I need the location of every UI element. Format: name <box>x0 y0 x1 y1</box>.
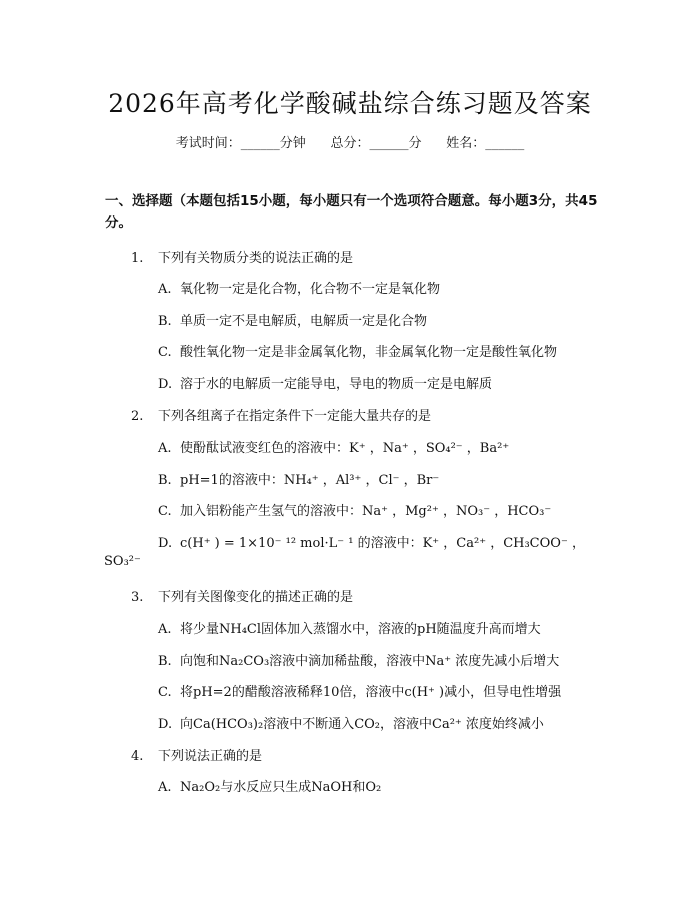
q4-option-a <box>158 776 381 795</box>
q2-option-b <box>158 469 439 488</box>
q1-option-a <box>158 278 440 297</box>
question-number: 2. <box>131 409 144 424</box>
option-label: D. <box>158 717 173 732</box>
option-text: 使酚酞试液变红色的溶液中：K⁺ ，Na⁺ ，SO₄²⁻ ，Ba²⁺ <box>180 441 510 456</box>
option-text: 单质一定不是电解质，电解质一定是化合物 <box>180 314 428 329</box>
question-number: 3. <box>131 590 144 605</box>
q3-option-d <box>158 713 544 732</box>
question-1 <box>131 247 353 266</box>
question-stem: 下列各组离子在指定条件下一定能大量共存的是 <box>158 409 432 424</box>
option-text: c(H⁺ ) = 1×10⁻ ¹² mol·L⁻ ¹ 的溶液中：K⁺ ，Ca²⁺ ，CH₃COO⁻ ， <box>180 536 585 551</box>
question-4 <box>131 745 262 764</box>
exam-info-line: 考试时间：______分钟 总分：______分 姓名：______ <box>175 136 525 151</box>
option-label: B. <box>158 473 172 488</box>
option-text: 向饱和Na₂CO₃溶液中滴加稀盐酸，溶液中Na⁺ 浓度先减小后增大 <box>180 654 560 669</box>
q1-option-b <box>158 310 427 329</box>
q2-option-a <box>158 437 509 456</box>
question-stem: 下列说法正确的是 <box>158 749 263 764</box>
option-label: A. <box>158 282 172 297</box>
option-text: 向Ca(HCO₃)₂溶液中不断通入CO₂，溶液中Ca²⁺ 浓度始终减小 <box>180 717 544 732</box>
option-text: pH=1的溶液中：NH₄⁺ ，Al³⁺ ，Cl⁻ ，Br⁻ <box>180 473 440 488</box>
q3-option-a <box>158 618 541 637</box>
option-label: D. <box>158 377 173 392</box>
q3-option-b <box>158 650 559 669</box>
q1-option-c <box>158 341 557 360</box>
option-text: 将少量NH₄Cl固体加入蒸馏水中，溶液的pH随温度升高而增大 <box>180 622 541 637</box>
option-label: C. <box>158 504 172 519</box>
option-label: C. <box>158 685 172 700</box>
option-text: 氧化物一定是化合物，化合物不一定是氧化物 <box>180 282 441 297</box>
option-label: A. <box>158 780 172 795</box>
document-title: 2026年高考化学酸碱盐综合练习题及答案 <box>108 89 592 118</box>
option-label: B. <box>158 314 172 329</box>
q1-option-d <box>158 373 492 392</box>
question-number: 1. <box>131 251 144 266</box>
option-label: C. <box>158 345 172 360</box>
option-text: 酸性氧化物一定是非金属氧化物，非金属氧化物一定是酸性氧化物 <box>180 345 558 360</box>
question-number: 4. <box>131 749 144 764</box>
q2-option-d-continuation: SO₃²⁻ <box>104 554 141 569</box>
option-text: 将pH=2的醋酸溶液稀释10倍，溶液中c(H⁺ )减小，但导电性增强 <box>180 685 562 700</box>
option-label: D. <box>158 536 173 551</box>
question-2 <box>131 405 431 424</box>
option-text: Na₂O₂与水反应只生成NaOH和O₂ <box>180 780 382 795</box>
option-label: A. <box>158 441 172 456</box>
q2-option-c <box>158 500 551 519</box>
section-heading: 一、选择题（本题包括15小题，每小题只有一个选项符合题意。每小题3分，共45分。 <box>105 193 598 231</box>
q2-option-d <box>158 532 585 551</box>
q3-option-c <box>158 681 561 700</box>
option-label: B. <box>158 654 172 669</box>
question-stem: 下列有关图像变化的描述正确的是 <box>158 590 354 605</box>
option-text: 溶于水的电解质一定能导电，导电的物质一定是电解质 <box>180 377 493 392</box>
option-text: 加入铝粉能产生氢气的溶液中：Na⁺ ，Mg²⁺ ，NO₃⁻ ，HCO₃⁻ <box>180 504 552 519</box>
question-3 <box>131 586 353 605</box>
question-stem: 下列有关物质分类的说法正确的是 <box>158 251 354 266</box>
option-label: A. <box>158 622 172 637</box>
